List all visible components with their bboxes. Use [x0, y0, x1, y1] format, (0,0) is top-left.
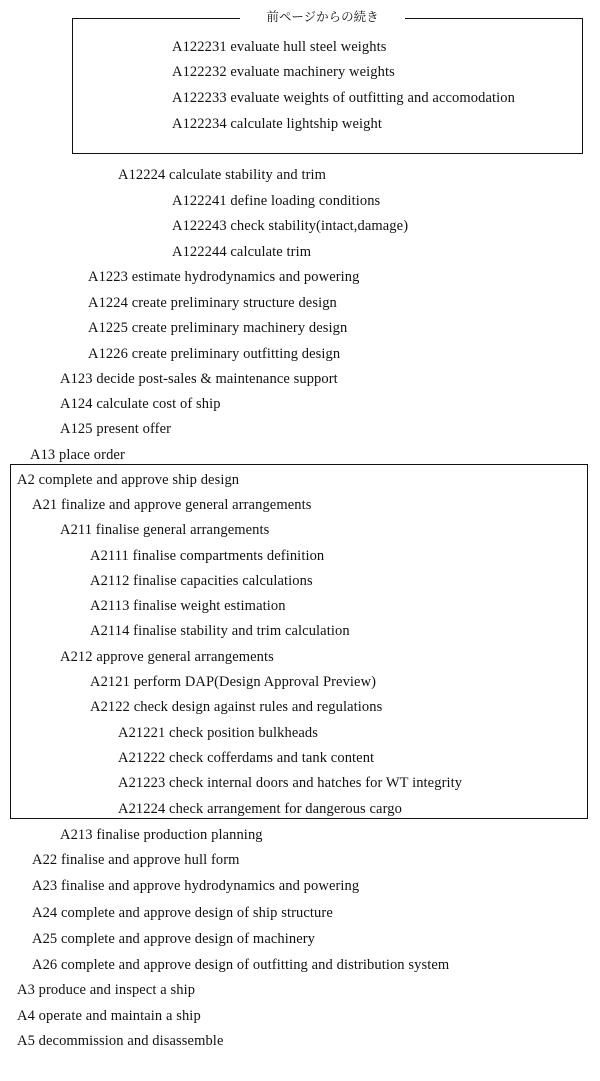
list-item: A2122 check design against rules and regulations: [90, 699, 383, 715]
list-item: A122233 evaluate weights of outfitting and accomodation: [172, 90, 515, 106]
list-item: A12224 calculate stability and trim: [118, 167, 327, 183]
list-item: A125 present offer: [60, 421, 172, 437]
list-item: A21223 check internal doors and hatches for WT integrity: [118, 775, 463, 791]
list-item: A24 complete and approve design of ship structure: [32, 905, 333, 921]
list-item: A1223 estimate hydrodynamics and powering: [88, 269, 360, 285]
list-item: A122244 calculate trim: [172, 244, 312, 260]
list-item: A211 finalise general arrangements: [60, 522, 270, 538]
list-item: A213 finalise production planning: [60, 827, 263, 843]
list-item: A122232 evaluate machinery weights: [172, 64, 395, 80]
list-item: A13 place order: [30, 447, 125, 463]
list-item: A2121 perform DAP(Design Approval Preview): [90, 674, 377, 690]
list-item: A4 operate and maintain a ship: [17, 1008, 201, 1024]
list-item: A2111 finalise compartments definition: [90, 548, 325, 564]
list-item: A212 approve general arrangements: [60, 649, 274, 665]
list-item: A1225 create preliminary machinery design: [88, 320, 348, 336]
list-item: A1226 create preliminary outfitting design: [88, 346, 341, 362]
list-item: A2113 finalise weight estimation: [90, 598, 286, 614]
list-item: A21222 check cofferdams and tank content: [118, 750, 375, 766]
list-item: A3 produce and inspect a ship: [17, 982, 196, 998]
list-item: A25 complete and approve design of machinery: [32, 931, 316, 947]
list-item: A22 finalise and approve hull form: [32, 852, 240, 868]
list-item: A122243 check stability(intact,damage): [172, 218, 409, 234]
list-item: A123 decide post-sales & maintenance support: [60, 371, 338, 387]
list-item: A21 finalize and approve general arrangements: [32, 497, 312, 513]
list-item: A2114 finalise stability and trim calculation: [90, 623, 350, 639]
continued-label: 前ページからの続き: [240, 9, 405, 25]
list-item: A2 complete and approve ship design: [17, 472, 240, 488]
list-item: A122234 calculate lightship weight: [172, 116, 382, 132]
list-item: A124 calculate cost of ship: [60, 396, 221, 412]
list-item: A5 decommission and disassemble: [17, 1033, 224, 1049]
list-item: A21221 check position bulkheads: [118, 725, 319, 741]
list-item: A1224 create preliminary structure design: [88, 295, 337, 311]
list-item: A23 finalise and approve hydrodynamics and powering: [32, 878, 360, 894]
list-item: A2112 finalise capacities calculations: [90, 573, 313, 589]
list-item: A26 complete and approve design of outfitting and distribution system: [32, 957, 450, 973]
list-item: A122231 evaluate hull steel weights: [172, 39, 387, 55]
list-item: A21224 check arrangement for dangerous cargo: [118, 801, 402, 817]
list-item: A122241 define loading conditions: [172, 193, 381, 209]
